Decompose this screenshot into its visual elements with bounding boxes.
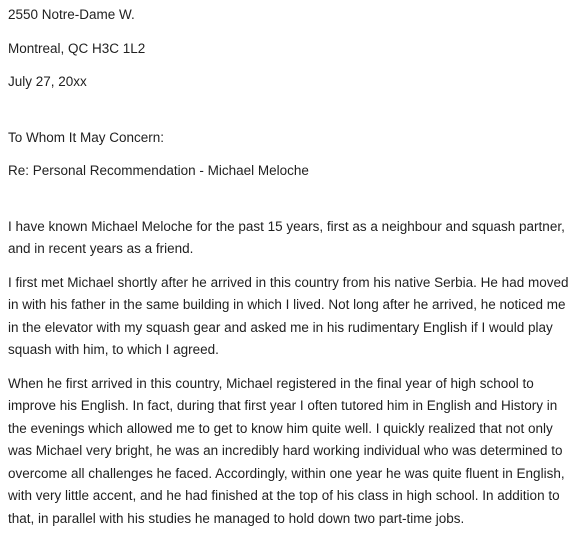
body-paragraph-1 — [8, 216, 580, 261]
body-paragraph-3 — [8, 373, 580, 531]
paragraph-line: in the elevator with my squash gear and asked me in his rudimentary English if I would play — [8, 319, 553, 335]
paragraph-line: When he first arrived in this country, Michael registered in the final year of high school to — [8, 375, 534, 391]
paragraph-line: in with his father in the same building in which I lived. Not long after he arrived, he noticed me — [8, 297, 566, 312]
paragraph-line: and in recent years as a friend. — [8, 241, 194, 256]
sender-address-line1: 2550 Notre-Dame W. — [8, 7, 135, 22]
paragraph-line: squash with him, to which I agreed. — [8, 342, 219, 357]
paragraph-line: the evenings which allowed me to get to know him quite well. I quickly realized that not only — [8, 420, 553, 436]
salutation: To Whom It May Concern: — [8, 129, 165, 145]
paragraph-line: I have known Michael Meloche for the past 15 years, first as a neighbour and squash partner, — [8, 218, 565, 234]
paragraph-line: overcome all challenges he faced. Accordingly, within one year he was quite fluent in English, — [8, 465, 565, 481]
paragraph-line: I first met Michael shortly after he arrived in this country from his native Serbia. He had moved — [8, 274, 569, 290]
body-paragraph-2 — [8, 272, 580, 362]
sender-address-line2: Montreal, QC H3C 1L2 — [8, 40, 146, 56]
letter-document — [8, 4, 580, 530]
letter-date: July 27, 20xx — [8, 74, 87, 89]
subject-line: Re: Personal Recommendation - Michael Meloche — [8, 163, 309, 178]
paragraph-line: improve his English. In fact, during that first year I often tutored him in English and History in — [8, 398, 558, 413]
paragraph-line: that, in parallel with his studies he managed to hold down two part-time jobs. — [8, 510, 465, 526]
paragraph-line: was Michael very bright, he was an incredibly hard working individual who was determined to — [8, 443, 563, 458]
paragraph-line: with very little accent, and he had finished at the top of his class in high school. In addition to — [8, 488, 560, 503]
